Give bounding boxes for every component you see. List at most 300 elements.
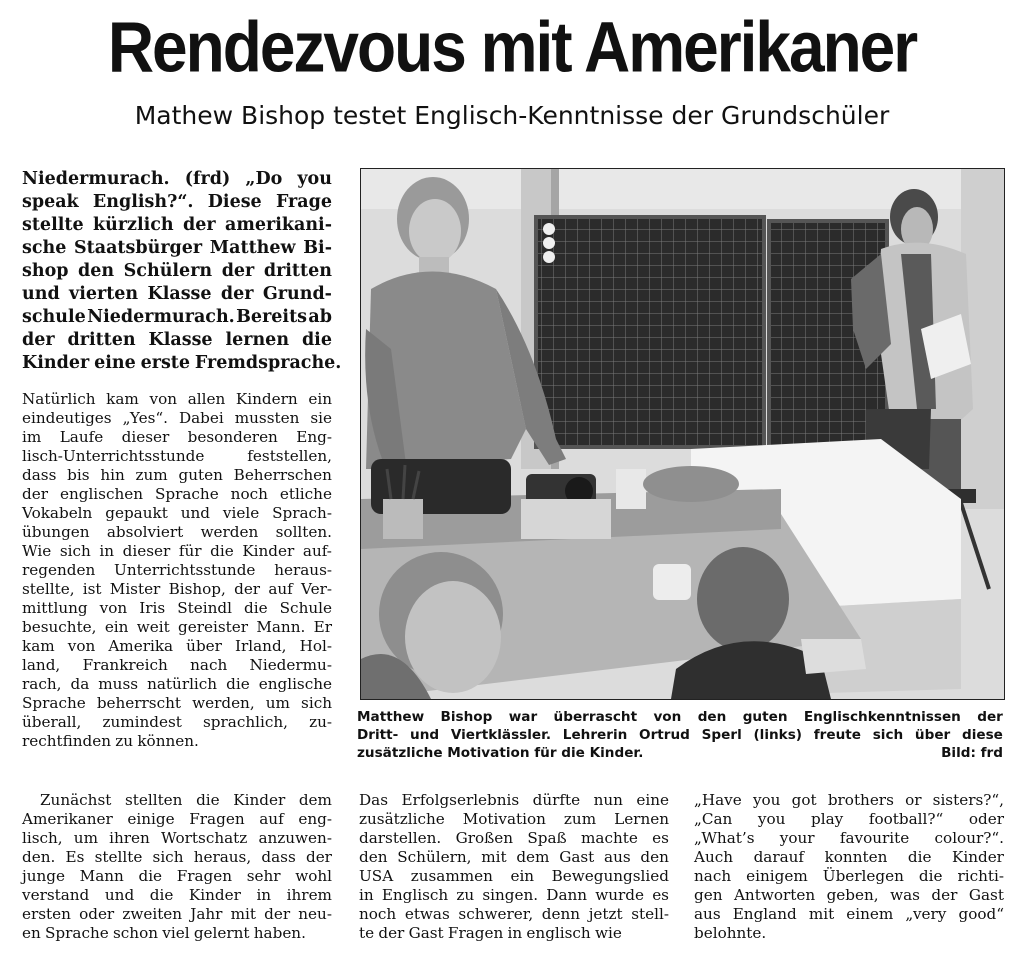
word: Eng- [296, 428, 332, 446]
word: Englisch [381, 886, 449, 904]
word: eng- [298, 810, 332, 828]
word: Lernen [614, 810, 669, 828]
word: allen [187, 390, 226, 408]
word: etliche [279, 485, 332, 503]
word: und [104, 886, 135, 904]
word: und [22, 284, 60, 304]
text-line [22, 561, 332, 580]
word: Großen [455, 829, 514, 847]
word: auf [268, 580, 293, 598]
text-line [22, 886, 332, 905]
word: lisch-Unterrichtsstunde [22, 447, 205, 465]
text-line [359, 829, 669, 848]
word: von [67, 637, 96, 655]
photo-caption [357, 708, 1003, 762]
word: sich [152, 848, 184, 866]
word: sich [59, 542, 91, 560]
word: speak [22, 192, 79, 212]
word: überrascht [553, 709, 638, 725]
word: Dabei [178, 409, 224, 427]
word: feststellen, [247, 447, 332, 465]
word: eindeutiges [22, 409, 112, 427]
word: weit [136, 618, 170, 636]
word: dass [261, 848, 296, 866]
word: gen [694, 886, 723, 904]
word: Zunächst [40, 791, 112, 809]
word: oder [79, 905, 115, 923]
text-line [357, 726, 1003, 744]
word: Diese [207, 192, 262, 212]
word: in [256, 886, 272, 904]
word: en [22, 924, 41, 942]
word: kam [22, 637, 55, 655]
text-line [359, 791, 669, 810]
word: wurde [595, 886, 645, 904]
word: können. [137, 732, 199, 750]
word: Englischkenntnissen [803, 709, 961, 725]
word: stell- [631, 905, 669, 923]
text-line [22, 580, 332, 599]
word: belohnte. [694, 924, 767, 942]
word: haben. [253, 924, 306, 942]
word: und [410, 727, 440, 743]
word: Frage [275, 192, 332, 212]
word: den [78, 261, 115, 281]
word: einigem [746, 867, 808, 885]
word: dass [22, 466, 57, 484]
text-line [359, 886, 669, 905]
text-line [694, 791, 1004, 810]
word: oder [968, 810, 1004, 828]
word: der [221, 261, 255, 281]
word: noch [359, 905, 397, 923]
word: Sprach- [272, 504, 332, 522]
text-line [22, 260, 332, 283]
word: die [196, 791, 220, 809]
word: zum [135, 466, 168, 484]
word: Das [359, 791, 389, 809]
word: von [99, 599, 128, 617]
text-line [22, 829, 332, 848]
body-paragraph-1 [22, 390, 332, 751]
word: es [652, 886, 669, 904]
word: good“ [958, 905, 1004, 923]
word: schule [22, 307, 86, 327]
word: you [757, 810, 786, 828]
text-line [22, 905, 332, 924]
word: „Can [694, 810, 733, 828]
word: verstand [22, 886, 90, 904]
classroom-photo [360, 168, 1005, 700]
text-line [22, 694, 332, 713]
body-paragraph-4 [694, 791, 1004, 943]
word: rechtfinden [22, 732, 112, 750]
word: „What’s [694, 829, 755, 847]
word: Viertklässler. [450, 727, 552, 743]
text-line [694, 886, 1004, 905]
word: sollten. [275, 523, 332, 541]
text-line [22, 504, 332, 523]
word: dieser [122, 542, 171, 560]
word: nach [694, 867, 732, 885]
word: besonderen [187, 428, 278, 446]
word: der [22, 485, 48, 503]
word: Laufe [59, 428, 104, 446]
text-line [22, 924, 332, 943]
word: in [507, 924, 523, 942]
text-line [22, 675, 332, 694]
text-line [22, 867, 332, 886]
word: Iris [139, 599, 166, 617]
word: zu [115, 732, 134, 750]
text-line [22, 618, 332, 637]
word: Es [65, 848, 85, 866]
word: Dann [546, 886, 588, 904]
word: sche [22, 238, 67, 258]
word: dieser [121, 428, 170, 446]
word: Niedermurach. [22, 169, 170, 189]
text-line [22, 732, 332, 751]
text-line [22, 237, 332, 260]
word: te [359, 924, 375, 942]
word: Bishop [440, 709, 493, 725]
word: nach [190, 656, 228, 674]
word: Lehrerin [562, 727, 628, 743]
word: englisch [526, 924, 591, 942]
word: play [811, 810, 844, 828]
word: der [378, 924, 405, 942]
word: you [752, 791, 781, 809]
text-line [694, 924, 1004, 943]
word: bis [67, 466, 90, 484]
word: rach, [22, 675, 62, 693]
word: auf [259, 810, 284, 828]
word: zu [456, 886, 475, 904]
word: mit [230, 905, 256, 923]
word: stellte [94, 848, 143, 866]
text-line [22, 485, 332, 504]
word: jetzt [588, 905, 623, 923]
word: Fremdsprache. [194, 353, 342, 373]
text-line [359, 848, 669, 867]
word: (links) [753, 727, 803, 743]
word: Bewegungslied [551, 867, 669, 885]
word: stellte, [22, 580, 75, 598]
word: erste [140, 353, 191, 373]
word: von [149, 390, 178, 408]
word: schon [113, 924, 159, 942]
word: schwerer, [458, 905, 534, 923]
word: über [186, 637, 222, 655]
word: Wie [22, 542, 52, 560]
word: Schule [279, 599, 332, 617]
word: sprachlich, [203, 713, 288, 731]
word: stellte [22, 215, 84, 235]
word: Kinder [233, 791, 286, 809]
word: hin [100, 466, 125, 484]
word: Mann. [256, 618, 306, 636]
photo-credit: Bild: frd [941, 745, 1003, 761]
subheadline: Mathew Bishop testet Englisch-Kenntnisse der Grundschüler [134, 101, 890, 130]
word: sie [310, 409, 332, 427]
text-line [22, 168, 332, 191]
word: viele [222, 504, 260, 522]
word: heraus, [193, 848, 252, 866]
word: Fragen [176, 867, 233, 885]
word: junge [22, 867, 65, 885]
word: Spaß [527, 829, 567, 847]
word: was [890, 886, 920, 904]
word: ein [510, 867, 535, 885]
word: Ortrud [639, 727, 690, 743]
word: Bereits [236, 307, 308, 327]
word: einem [846, 905, 894, 923]
text-line [22, 352, 342, 375]
word: Sprache [154, 485, 219, 503]
word: konnten [824, 848, 888, 866]
word: Schülern [123, 261, 213, 281]
word: die [149, 886, 174, 904]
word: zweiten [122, 905, 183, 923]
text-line [22, 214, 332, 237]
word: den [359, 848, 388, 866]
word: gepaukt [105, 504, 168, 522]
word: den [697, 709, 727, 725]
word: englischen [59, 485, 144, 503]
text-line [22, 428, 332, 447]
word: Überlegen [822, 867, 904, 885]
word: dem [516, 848, 550, 866]
word: wie [594, 924, 622, 942]
word: Klasse [148, 330, 213, 350]
word: Steindl [177, 599, 232, 617]
word: „Do [245, 169, 283, 189]
word: die [918, 867, 943, 885]
word: Bi- [303, 238, 332, 258]
word: Kinder [951, 848, 1004, 866]
word: absolviert [106, 523, 184, 541]
word: ist [82, 580, 102, 598]
word: dem [298, 791, 332, 809]
word: nun [593, 791, 623, 809]
text-line [22, 329, 332, 352]
word: USA [359, 867, 394, 885]
word: dritten [67, 330, 136, 350]
word: wohl [295, 867, 332, 885]
word: Natürlich [22, 390, 96, 408]
word: überall, [22, 713, 82, 731]
text-line [694, 810, 1004, 829]
word: zum [563, 810, 597, 828]
word: brothers [827, 791, 894, 809]
word: ab [308, 307, 332, 327]
word: Schülern, [397, 848, 472, 866]
word: Hol- [299, 637, 332, 655]
word: „Have [694, 791, 742, 809]
word: beherrscht [96, 694, 181, 712]
word: etwas [404, 905, 450, 923]
word: darauf [753, 848, 805, 866]
word: viel [162, 924, 190, 942]
word: shop [22, 261, 69, 281]
word: Kindern [235, 390, 298, 408]
word: die [244, 599, 268, 617]
word: Dritt- [357, 727, 399, 743]
word: zusätzliche [359, 810, 445, 828]
text-line [22, 656, 332, 675]
text-line [22, 447, 332, 466]
word: der [220, 284, 254, 304]
word: Jahr [190, 905, 223, 923]
word: noch [230, 485, 268, 503]
word: ersten [22, 905, 71, 923]
text-line [359, 905, 669, 924]
text-line [359, 924, 669, 943]
text-line [359, 867, 669, 886]
word: eine [94, 353, 136, 373]
word: football?“ [868, 810, 944, 828]
word: guten [742, 709, 788, 725]
word: war [508, 709, 538, 725]
word: in [99, 542, 115, 560]
word: Er [313, 618, 332, 636]
word: der [22, 330, 55, 350]
word: der [234, 580, 261, 598]
word: Klasse [147, 284, 212, 304]
word: Wortschatz [160, 829, 248, 847]
word: vierten [69, 284, 139, 304]
word: Kinder [22, 353, 90, 373]
text-line [694, 848, 1004, 867]
text-line [22, 810, 332, 829]
word: den. [22, 848, 56, 866]
word: Sprache [22, 694, 86, 712]
word: mussten [234, 409, 300, 427]
word: diese [961, 727, 1003, 743]
word: Sprache [45, 924, 109, 942]
word: Fragen [189, 810, 245, 828]
text-line [22, 283, 332, 306]
word: heraus- [274, 561, 332, 579]
word: Auch [694, 848, 734, 866]
word: Niedermu- [249, 656, 332, 674]
word: aus [604, 848, 631, 866]
word: der [305, 848, 332, 866]
word: your [779, 829, 815, 847]
text-line [22, 542, 332, 561]
text-line [357, 744, 1003, 762]
word: auf- [302, 542, 332, 560]
text-line [22, 713, 332, 732]
text-line [694, 867, 1004, 886]
word: und [180, 504, 211, 522]
word: freute [813, 727, 861, 743]
word: geben, [826, 886, 879, 904]
word: zumindest [102, 713, 182, 731]
word: sich [872, 727, 904, 743]
text-line [22, 637, 332, 656]
word: you [297, 169, 332, 189]
word: neu- [298, 905, 332, 923]
word: es [652, 829, 669, 847]
word: Irland, [235, 637, 287, 655]
word: die [301, 330, 332, 350]
text-line [22, 306, 332, 329]
word: Matthew [357, 709, 425, 725]
word: zu- [309, 713, 332, 731]
word: denn [541, 905, 581, 923]
text-line [22, 409, 332, 428]
word: Antworten [733, 886, 816, 904]
text-line [694, 905, 1004, 924]
word: ein [104, 618, 129, 636]
word: colour?“. [934, 829, 1004, 847]
word: Fragen [447, 924, 504, 942]
word: Beherrschen [233, 466, 332, 484]
word: Kinder [242, 542, 295, 560]
text-line [359, 810, 669, 829]
word: Gast [968, 886, 1004, 904]
word: English?“. [92, 192, 194, 212]
word: dritten [263, 261, 332, 281]
word: Staatsbürger [74, 238, 203, 258]
word: Matthew [209, 238, 296, 258]
word: Mister [109, 580, 161, 598]
word: „very [905, 905, 947, 923]
body-paragraph-2 [22, 791, 332, 943]
word: Amerikaner [22, 810, 113, 828]
word: Sperl [701, 727, 742, 743]
headline: Rendezvous mit Amerikaner [107, 6, 917, 88]
word: in [359, 886, 374, 904]
word: regenden [22, 561, 96, 579]
text-line [22, 599, 332, 618]
word: mittlung [22, 599, 88, 617]
lead-paragraph [22, 168, 342, 375]
word: sehr [246, 867, 281, 885]
word: gereister [178, 618, 248, 636]
text-line [22, 466, 332, 485]
word: Motivation [462, 810, 546, 828]
word: dürfte [532, 791, 581, 809]
word: Kinder [188, 886, 241, 904]
word: guten [178, 466, 223, 484]
caption-last-text: zusätzliche Motivation für die Kinder. [357, 745, 644, 761]
word: übungen [22, 523, 90, 541]
word: kürzlich [92, 215, 174, 235]
word: die [138, 867, 163, 885]
word: eine [636, 791, 669, 809]
word: mit [481, 848, 507, 866]
word: ihrem [286, 886, 332, 904]
word: da [70, 675, 90, 693]
word: einige [127, 810, 175, 828]
word: über [914, 727, 951, 743]
word: zusammen [410, 867, 493, 885]
word: England [732, 905, 797, 923]
word: der [183, 215, 216, 235]
text-line [694, 829, 1004, 848]
word: „Yes“. [122, 409, 168, 427]
word: Frankreich [82, 656, 168, 674]
text-line [22, 523, 332, 542]
word: natürlich [147, 675, 218, 693]
word: die [226, 675, 250, 693]
word: englische [258, 675, 332, 693]
word: muss [98, 675, 139, 693]
word: Niedermurach. [87, 307, 235, 327]
word: den [640, 848, 669, 866]
